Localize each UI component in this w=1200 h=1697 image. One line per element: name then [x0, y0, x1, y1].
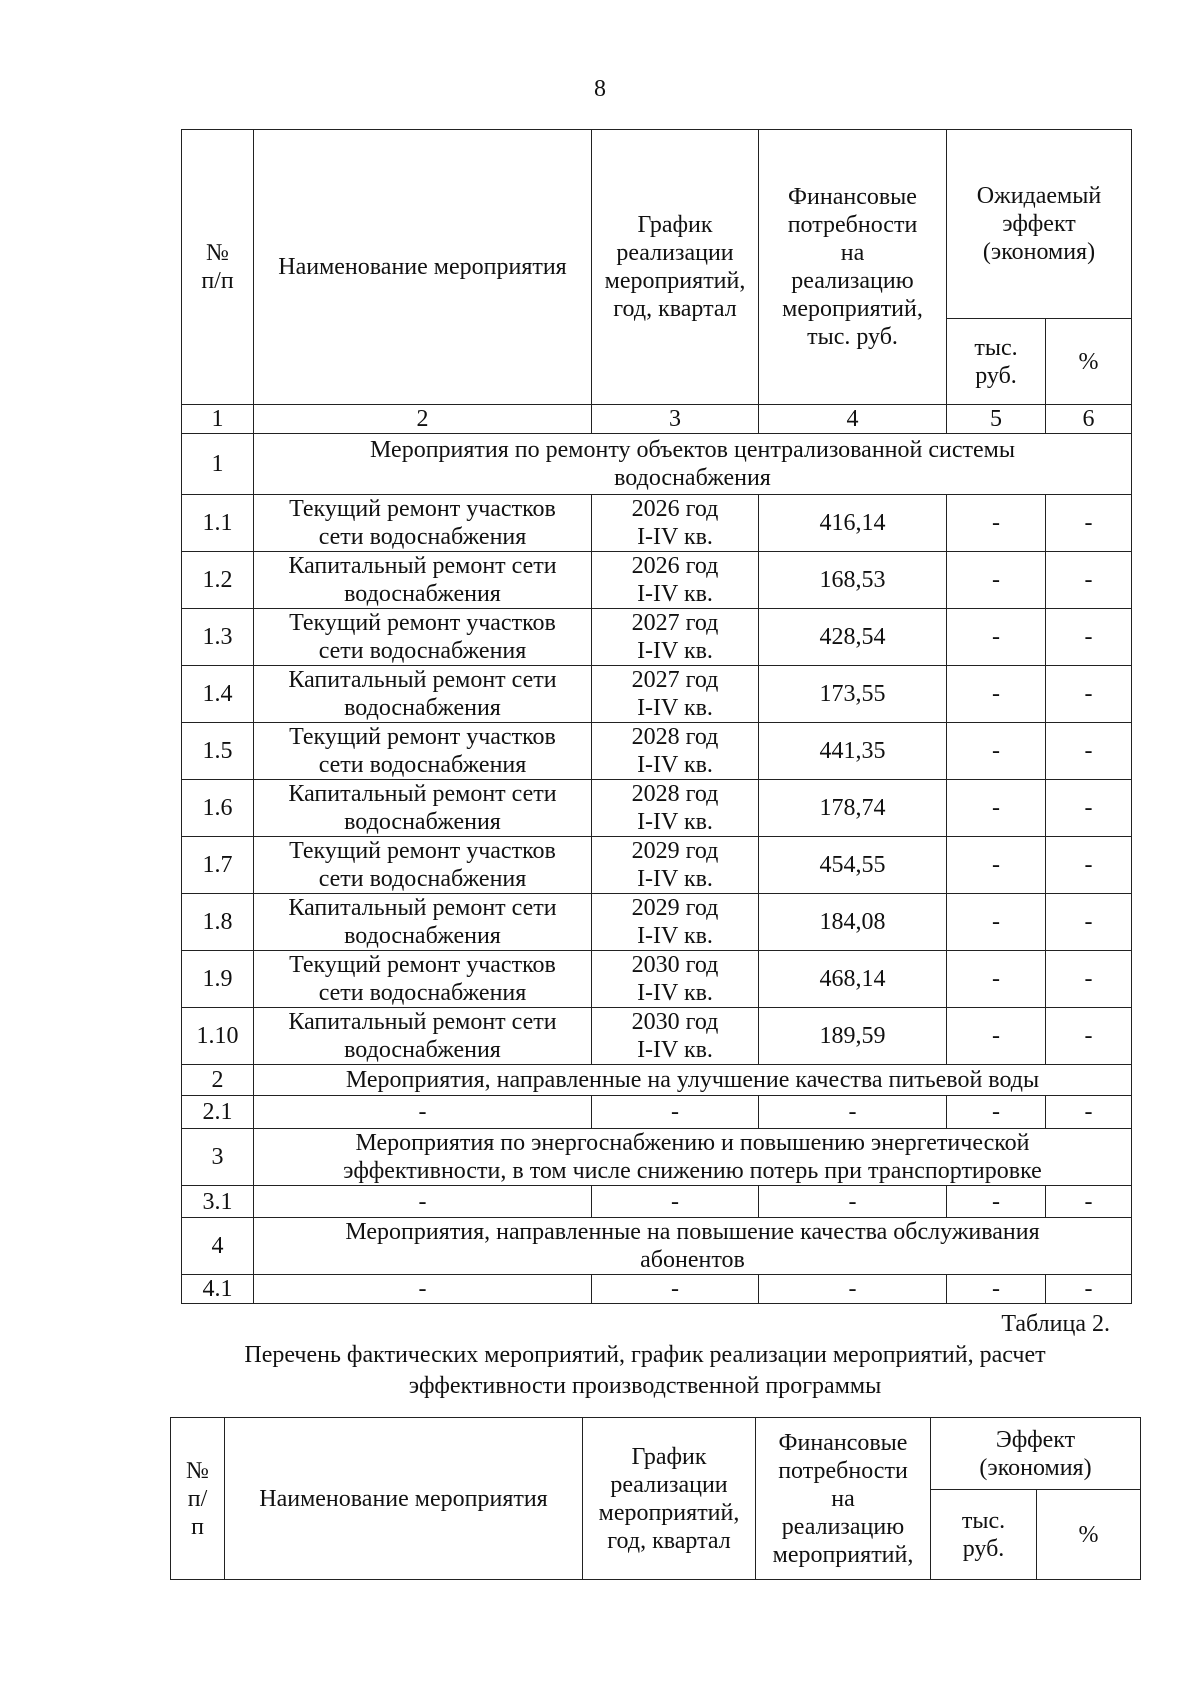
t2-header-name: Наименование мероприятия: [225, 1418, 583, 1580]
cell-pct: -: [1046, 552, 1132, 609]
section-num: 4: [182, 1218, 254, 1275]
header-finance: Финансовые потребности на реализацию мероприятий, тыс. руб.: [759, 130, 947, 405]
table-row: [182, 951, 1132, 1008]
cell-pct: -: [1046, 837, 1132, 894]
table-row: [182, 780, 1132, 837]
cell-schedule: -: [592, 1275, 759, 1304]
section-row: [182, 1218, 1132, 1275]
t2-header-num: № п/ п: [171, 1418, 225, 1580]
cell-name: Капитальный ремонт сети водоснабжения: [254, 780, 592, 837]
cell-num: 1.5: [182, 723, 254, 780]
page-number: 8: [594, 76, 606, 102]
measures-table: [181, 129, 1132, 1304]
cell-name: Текущий ремонт участков сети водоснабжения: [254, 951, 592, 1008]
table2-title: Перечень фактических мероприятий, график реализации мероприятий, расчет эффективности производственной программы: [244, 1342, 1046, 1399]
table2-label: Таблица 2.: [1001, 1311, 1110, 1337]
table-row: [182, 837, 1132, 894]
actual-measures-table: [170, 1417, 1141, 1580]
column-number: 1: [182, 405, 254, 434]
cell-num: 4.1: [182, 1275, 254, 1304]
cell-rub: -: [947, 495, 1046, 552]
cell-pct: -: [1046, 1008, 1132, 1065]
section-row: [182, 1129, 1132, 1186]
cell-schedule: 2030 год I-IV кв.: [592, 951, 759, 1008]
table-row: [182, 1096, 1132, 1129]
cell-finance: 454,55: [759, 837, 947, 894]
column-number: 5: [947, 405, 1046, 434]
column-number: 2: [254, 405, 592, 434]
cell-schedule: 2028 год I-IV кв.: [592, 723, 759, 780]
column-number: 4: [759, 405, 947, 434]
cell-name: Капитальный ремонт сети водоснабжения: [254, 1008, 592, 1065]
section-num: 1: [182, 434, 254, 495]
cell-name: Текущий ремонт участков сети водоснабжения: [254, 837, 592, 894]
table-row: [182, 609, 1132, 666]
t2-header-schedule: График реализации мероприятий, год, квартал: [583, 1418, 756, 1580]
t2-header-effect-pct: %: [1037, 1490, 1141, 1580]
cell-num: 1.1: [182, 495, 254, 552]
cell-num: 1.7: [182, 837, 254, 894]
cell-finance: 189,59: [759, 1008, 947, 1065]
cell-name: Капитальный ремонт сети водоснабжения: [254, 894, 592, 951]
section-row: [182, 1065, 1132, 1096]
section-row: [182, 434, 1132, 495]
cell-pct: -: [1046, 1096, 1132, 1129]
cell-schedule: 2027 год I-IV кв.: [592, 666, 759, 723]
section-title: Мероприятия по энергоснабжению и повышению энергетической эффективности, в том числе снижению потерь при транспортировке: [254, 1129, 1132, 1186]
cell-rub: -: [947, 1008, 1046, 1065]
t2-header-effect: Эффект (экономия): [931, 1418, 1141, 1490]
cell-name: Капитальный ремонт сети водоснабжения: [254, 666, 592, 723]
cell-pct: -: [1046, 894, 1132, 951]
cell-finance: 441,35: [759, 723, 947, 780]
cell-num: 1.2: [182, 552, 254, 609]
cell-finance: -: [759, 1275, 947, 1304]
table-row: [182, 495, 1132, 552]
cell-schedule: 2029 год I-IV кв.: [592, 837, 759, 894]
table-row: [182, 1275, 1132, 1304]
cell-rub: -: [947, 723, 1046, 780]
section-num: 3: [182, 1129, 254, 1186]
t2-header-finance: Финансовые потребности на реализацию мероприятий,: [756, 1418, 931, 1580]
cell-schedule: -: [592, 1186, 759, 1218]
cell-name: Текущий ремонт участков сети водоснабжения: [254, 609, 592, 666]
cell-num: 1.3: [182, 609, 254, 666]
cell-num: 1.10: [182, 1008, 254, 1065]
table2-header-row: [171, 1418, 1141, 1490]
cell-num: 1.8: [182, 894, 254, 951]
cell-num: 2.1: [182, 1096, 254, 1129]
header-effect-pct: %: [1046, 319, 1132, 405]
cell-finance: 428,54: [759, 609, 947, 666]
cell-name: Текущий ремонт участков сети водоснабжения: [254, 723, 592, 780]
table-row: [182, 723, 1132, 780]
cell-name: -: [254, 1186, 592, 1218]
cell-pct: -: [1046, 780, 1132, 837]
cell-rub: -: [947, 1096, 1046, 1129]
table-header-row: [182, 130, 1132, 319]
table-row: [182, 666, 1132, 723]
cell-name: Текущий ремонт участков сети водоснабжения: [254, 495, 592, 552]
cell-num: 1.9: [182, 951, 254, 1008]
cell-schedule: 2030 год I-IV кв.: [592, 1008, 759, 1065]
cell-name: -: [254, 1096, 592, 1129]
cell-pct: -: [1046, 609, 1132, 666]
cell-schedule: 2026 год I-IV кв.: [592, 495, 759, 552]
header-schedule: График реализации мероприятий, год, квартал: [592, 130, 759, 405]
cell-num: 3.1: [182, 1186, 254, 1218]
t2-header-effect-rub: тыс. руб.: [931, 1490, 1037, 1580]
cell-num: 1.6: [182, 780, 254, 837]
table-row: [182, 1008, 1132, 1065]
table-row: [182, 1186, 1132, 1218]
cell-schedule: 2026 год I-IV кв.: [592, 552, 759, 609]
header-name: Наименование мероприятия: [254, 130, 592, 405]
cell-pct: -: [1046, 1275, 1132, 1304]
cell-finance: -: [759, 1186, 947, 1218]
column-number: 3: [592, 405, 759, 434]
cell-finance: -: [759, 1096, 947, 1129]
section-num: 2: [182, 1065, 254, 1096]
cell-pct: -: [1046, 951, 1132, 1008]
cell-rub: -: [947, 1186, 1046, 1218]
cell-name: -: [254, 1275, 592, 1304]
cell-pct: -: [1046, 666, 1132, 723]
cell-schedule: 2027 год I-IV кв.: [592, 609, 759, 666]
cell-rub: -: [947, 1275, 1046, 1304]
cell-rub: -: [947, 666, 1046, 723]
section-title: Мероприятия, направленные на улучшение качества питьевой воды: [254, 1065, 1132, 1096]
table-row: [182, 552, 1132, 609]
cell-schedule: 2029 год I-IV кв.: [592, 894, 759, 951]
section-title: Мероприятия по ремонту объектов централизованной системы водоснабжения: [254, 434, 1132, 495]
header-effect-rub: тыс. руб.: [947, 319, 1046, 405]
cell-rub: -: [947, 609, 1046, 666]
header-num: № п/п: [182, 130, 254, 405]
cell-pct: -: [1046, 495, 1132, 552]
cell-schedule: -: [592, 1096, 759, 1129]
cell-finance: 468,14: [759, 951, 947, 1008]
cell-rub: -: [947, 837, 1046, 894]
cell-rub: -: [947, 951, 1046, 1008]
cell-pct: -: [1046, 1186, 1132, 1218]
cell-finance: 184,08: [759, 894, 947, 951]
cell-finance: 173,55: [759, 666, 947, 723]
cell-finance: 416,14: [759, 495, 947, 552]
cell-num: 1.4: [182, 666, 254, 723]
cell-rub: -: [947, 894, 1046, 951]
section-title: Мероприятия, направленные на повышение качества обслуживания абонентов: [254, 1218, 1132, 1275]
cell-name: Капитальный ремонт сети водоснабжения: [254, 552, 592, 609]
header-effect: Ожидаемый эффект (экономия): [947, 130, 1132, 319]
table-row: [182, 894, 1132, 951]
column-number: 6: [1046, 405, 1132, 434]
cell-rub: -: [947, 780, 1046, 837]
column-numbers-row: [182, 405, 1132, 434]
cell-schedule: 2028 год I-IV кв.: [592, 780, 759, 837]
cell-pct: -: [1046, 723, 1132, 780]
cell-rub: -: [947, 552, 1046, 609]
cell-finance: 178,74: [759, 780, 947, 837]
cell-finance: 168,53: [759, 552, 947, 609]
